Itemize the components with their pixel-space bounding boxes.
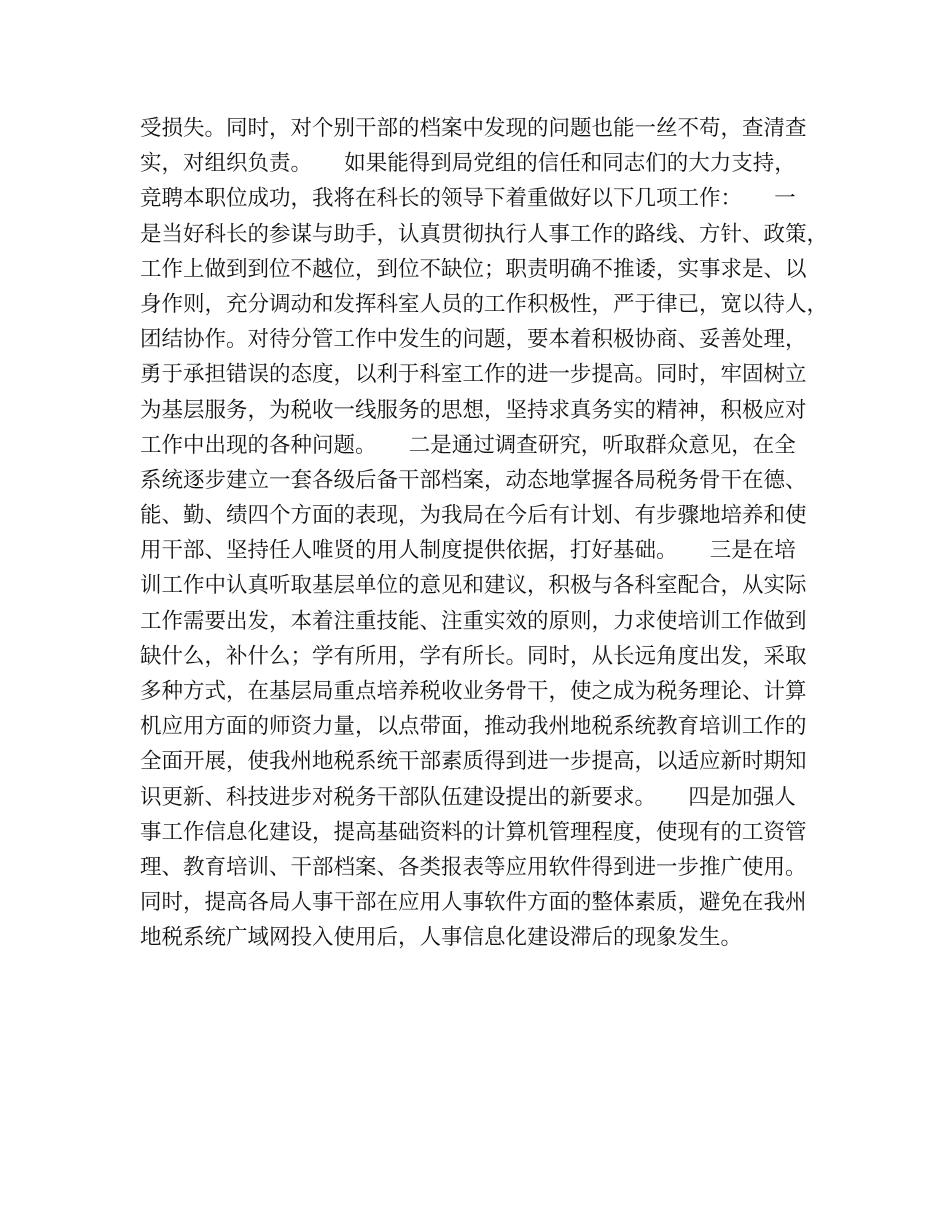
text-line: 工作中出现的各种问题。 二是通过调查研究，听取群众意见，在全 [140,432,796,458]
text-line: 为基层服务，为税收一线服务的思想，坚持求真务实的精神，积极应对 [140,397,807,423]
text-line: 身作则，充分调动和发挥科室人员的工作积极性，严于律已，宽以待人， [140,291,829,317]
body-text [140,111,830,956]
text-line: 系统逐步建立一套各级后备干部档案，动态地掌握各局税务骨干在德、 [140,467,807,493]
text-line: 是当好科长的参谋与助手，认真贯彻执行人事工作的路线、方针、政策， [140,221,829,247]
text-line: 团结协作。对待分管工作中发生的问题，要本着积极协商、妥善处理， [140,327,807,353]
text-line: 机应用方面的师资力量，以点带面，推动我州地税系统教育培训工作的 [140,714,807,740]
text-line: 工作上做到到位不越位，到位不缺位；职责明确不推诿，实事求是、以 [140,256,807,282]
text-line: 缺什么，补什么；学有所用，学有所长。同时，从长远角度出发，采取 [140,643,807,669]
text-line: 同时，提高各局人事干部在应用人事软件方面的整体素质，避免在我州 [140,890,807,916]
text-line: 能、勤、绩四个方面的表现，为我局在今后有计划、有步骤地培养和使 [140,503,807,529]
text-line: 实，对组织负责。 如果能得到局党组的信任和同志们的大力支持， [140,151,796,177]
text-line: 识更新、科技进步对税务干部队伍建设提出的新要求。 四是加强人 [140,784,796,810]
text-line: 工作需要出发，本着注重技能、注重实效的原则，力求使培训工作做到 [140,608,807,634]
text-line: 全面开展，使我州地税系统干部素质得到进一步提高，以适应新时期知 [140,749,807,775]
text-line: 多种方式，在基层局重点培养税收业务骨干，使之成为税务理论、计算 [140,679,807,704]
text-line: 训工作中认真听取基层单位的意见和建议，积极与各科室配合，从实际 [140,573,807,599]
text-line: 地税系统广域网投入使用后，人事信息化建设滞后的现象发生。 [140,925,743,951]
text-line: 事工作信息化建设，提高基础资料的计算机管理程度，使现有的工资管 [140,819,807,845]
text-line: 竞聘本职位成功，我将在科长的领导下着重做好以下几项工作： 一 [140,186,796,212]
text-line: 用干部、坚持任人唯贤的用人制度提供依据，打好基础。 三是在培 [140,538,796,564]
text-line: 理、教育培训、干部档案、各类报表等应用软件得到进一步推广使用。 [140,854,807,880]
text-line: 受损失。同时，对个别干部的档案中发现的问题也能一丝不苟，查清查 [140,116,807,141]
text-line: 勇于承担错误的态度，以利于科室工作的进一步提高。同时，牢固树立 [140,362,807,388]
